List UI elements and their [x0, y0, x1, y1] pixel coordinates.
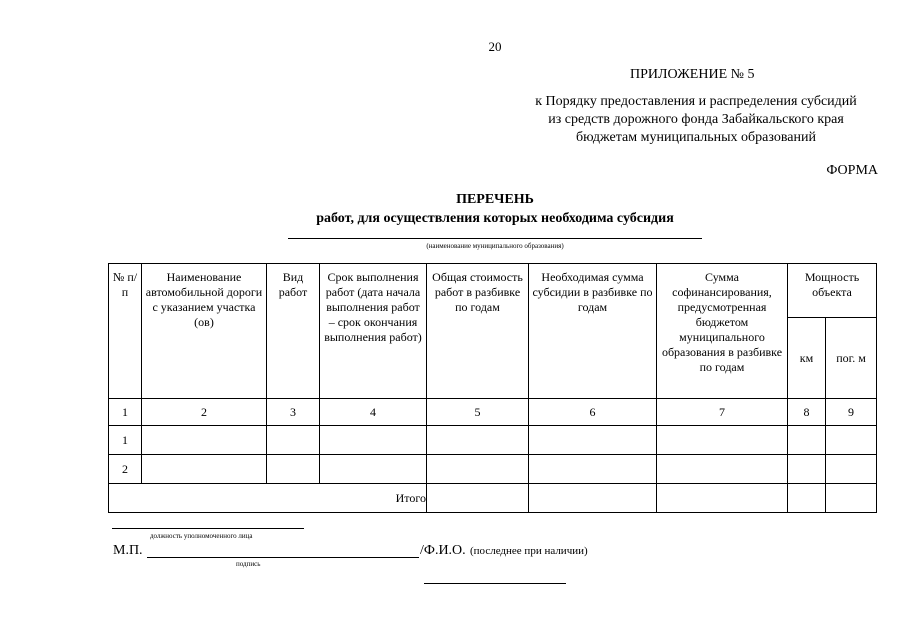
total-label: Итого: [109, 484, 427, 513]
position-fill-line[interactable]: [112, 528, 304, 529]
table-row: [109, 426, 877, 455]
document-subtitle-line: работ, для осуществления которых необходима субсидия: [316, 211, 674, 226]
header-capacity: Мощность объекта: [788, 264, 877, 318]
table-row: [109, 455, 877, 484]
appendix-subtitle: [500, 93, 892, 147]
table-cell[interactable]: [427, 455, 529, 484]
table-cell[interactable]: [320, 455, 427, 484]
table-cell[interactable]: [267, 455, 320, 484]
row-number: 2: [109, 455, 142, 484]
total-cell[interactable]: [788, 484, 826, 513]
table-cell[interactable]: [529, 426, 657, 455]
column-number: 1: [109, 399, 142, 426]
column-number: 3: [267, 399, 320, 426]
bottom-fill-line[interactable]: [424, 583, 566, 584]
appendix-subtitle-line: к Порядку предоставления и распределения субсидий: [535, 94, 857, 109]
table-cell[interactable]: [788, 455, 826, 484]
table-cell[interactable]: [142, 426, 267, 455]
table-cell[interactable]: [529, 455, 657, 484]
table-cell[interactable]: [267, 426, 320, 455]
column-number: 6: [529, 399, 657, 426]
fio-label: /Ф.И.О.: [420, 543, 466, 558]
column-number: 4: [320, 399, 427, 426]
signature-fill-line[interactable]: [147, 557, 419, 558]
table-header-row: [109, 264, 877, 318]
total-row: [109, 484, 877, 513]
table-cell[interactable]: [142, 455, 267, 484]
total-cell[interactable]: [427, 484, 529, 513]
header-work-period: Срок выполнения работ (дата начала выполнения работ – срок окончания выполнения работ): [320, 264, 427, 399]
total-cell[interactable]: [657, 484, 788, 513]
column-number: 5: [427, 399, 529, 426]
table-cell[interactable]: [427, 426, 529, 455]
column-number-row: [109, 399, 877, 426]
header-km: км: [788, 318, 826, 399]
header-linear-m: пог. м: [826, 318, 877, 399]
header-total-cost: Общая стоимость работ в разбивке по годам: [427, 264, 529, 399]
column-number: 8: [788, 399, 826, 426]
header-cofinancing: Сумма софинансирования, предусмотренная бюджетом муниципального образования в разбивке по годам: [657, 264, 788, 399]
signature-caption: подпись: [236, 560, 261, 568]
municipality-caption: (наименование муниципального образования): [426, 242, 564, 250]
column-number: 7: [657, 399, 788, 426]
table-cell[interactable]: [657, 455, 788, 484]
fio-note: (последнее при наличии): [470, 545, 588, 557]
document-title-line: ПЕРЕЧЕНЬ: [456, 192, 534, 207]
appendix-title: ПРИЛОЖЕНИЕ № 5: [630, 67, 755, 82]
page-number: 20: [488, 39, 502, 54]
header-subsidy-amount: Необходимая сумма субсидии в разбивке по годам: [529, 264, 657, 399]
appendix-subtitle-line: бюджетам муниципальных образований: [576, 130, 816, 145]
stamp-place-label: М.П.: [113, 543, 143, 558]
header-road-name: Наименование автомобильной дороги с указанием участка (ов): [142, 264, 267, 399]
header-number: № п/п: [109, 264, 142, 399]
table-cell[interactable]: [826, 455, 877, 484]
table-cell[interactable]: [320, 426, 427, 455]
column-number: 9: [826, 399, 877, 426]
municipality-fill-line[interactable]: [288, 238, 702, 239]
total-cell[interactable]: [826, 484, 877, 513]
document-title: [0, 190, 905, 228]
total-cell[interactable]: [529, 484, 657, 513]
table-cell[interactable]: [788, 426, 826, 455]
works-table: [108, 263, 877, 513]
row-number: 1: [109, 426, 142, 455]
column-number: 2: [142, 399, 267, 426]
header-work-type: Вид работ: [267, 264, 320, 399]
table-cell[interactable]: [826, 426, 877, 455]
forma-label: ФОРМА: [826, 163, 878, 178]
appendix-subtitle-line: из средств дорожного фонда Забайкальского края: [548, 112, 844, 127]
table-cell[interactable]: [657, 426, 788, 455]
position-caption: должность уполномоченного лица: [150, 532, 253, 540]
